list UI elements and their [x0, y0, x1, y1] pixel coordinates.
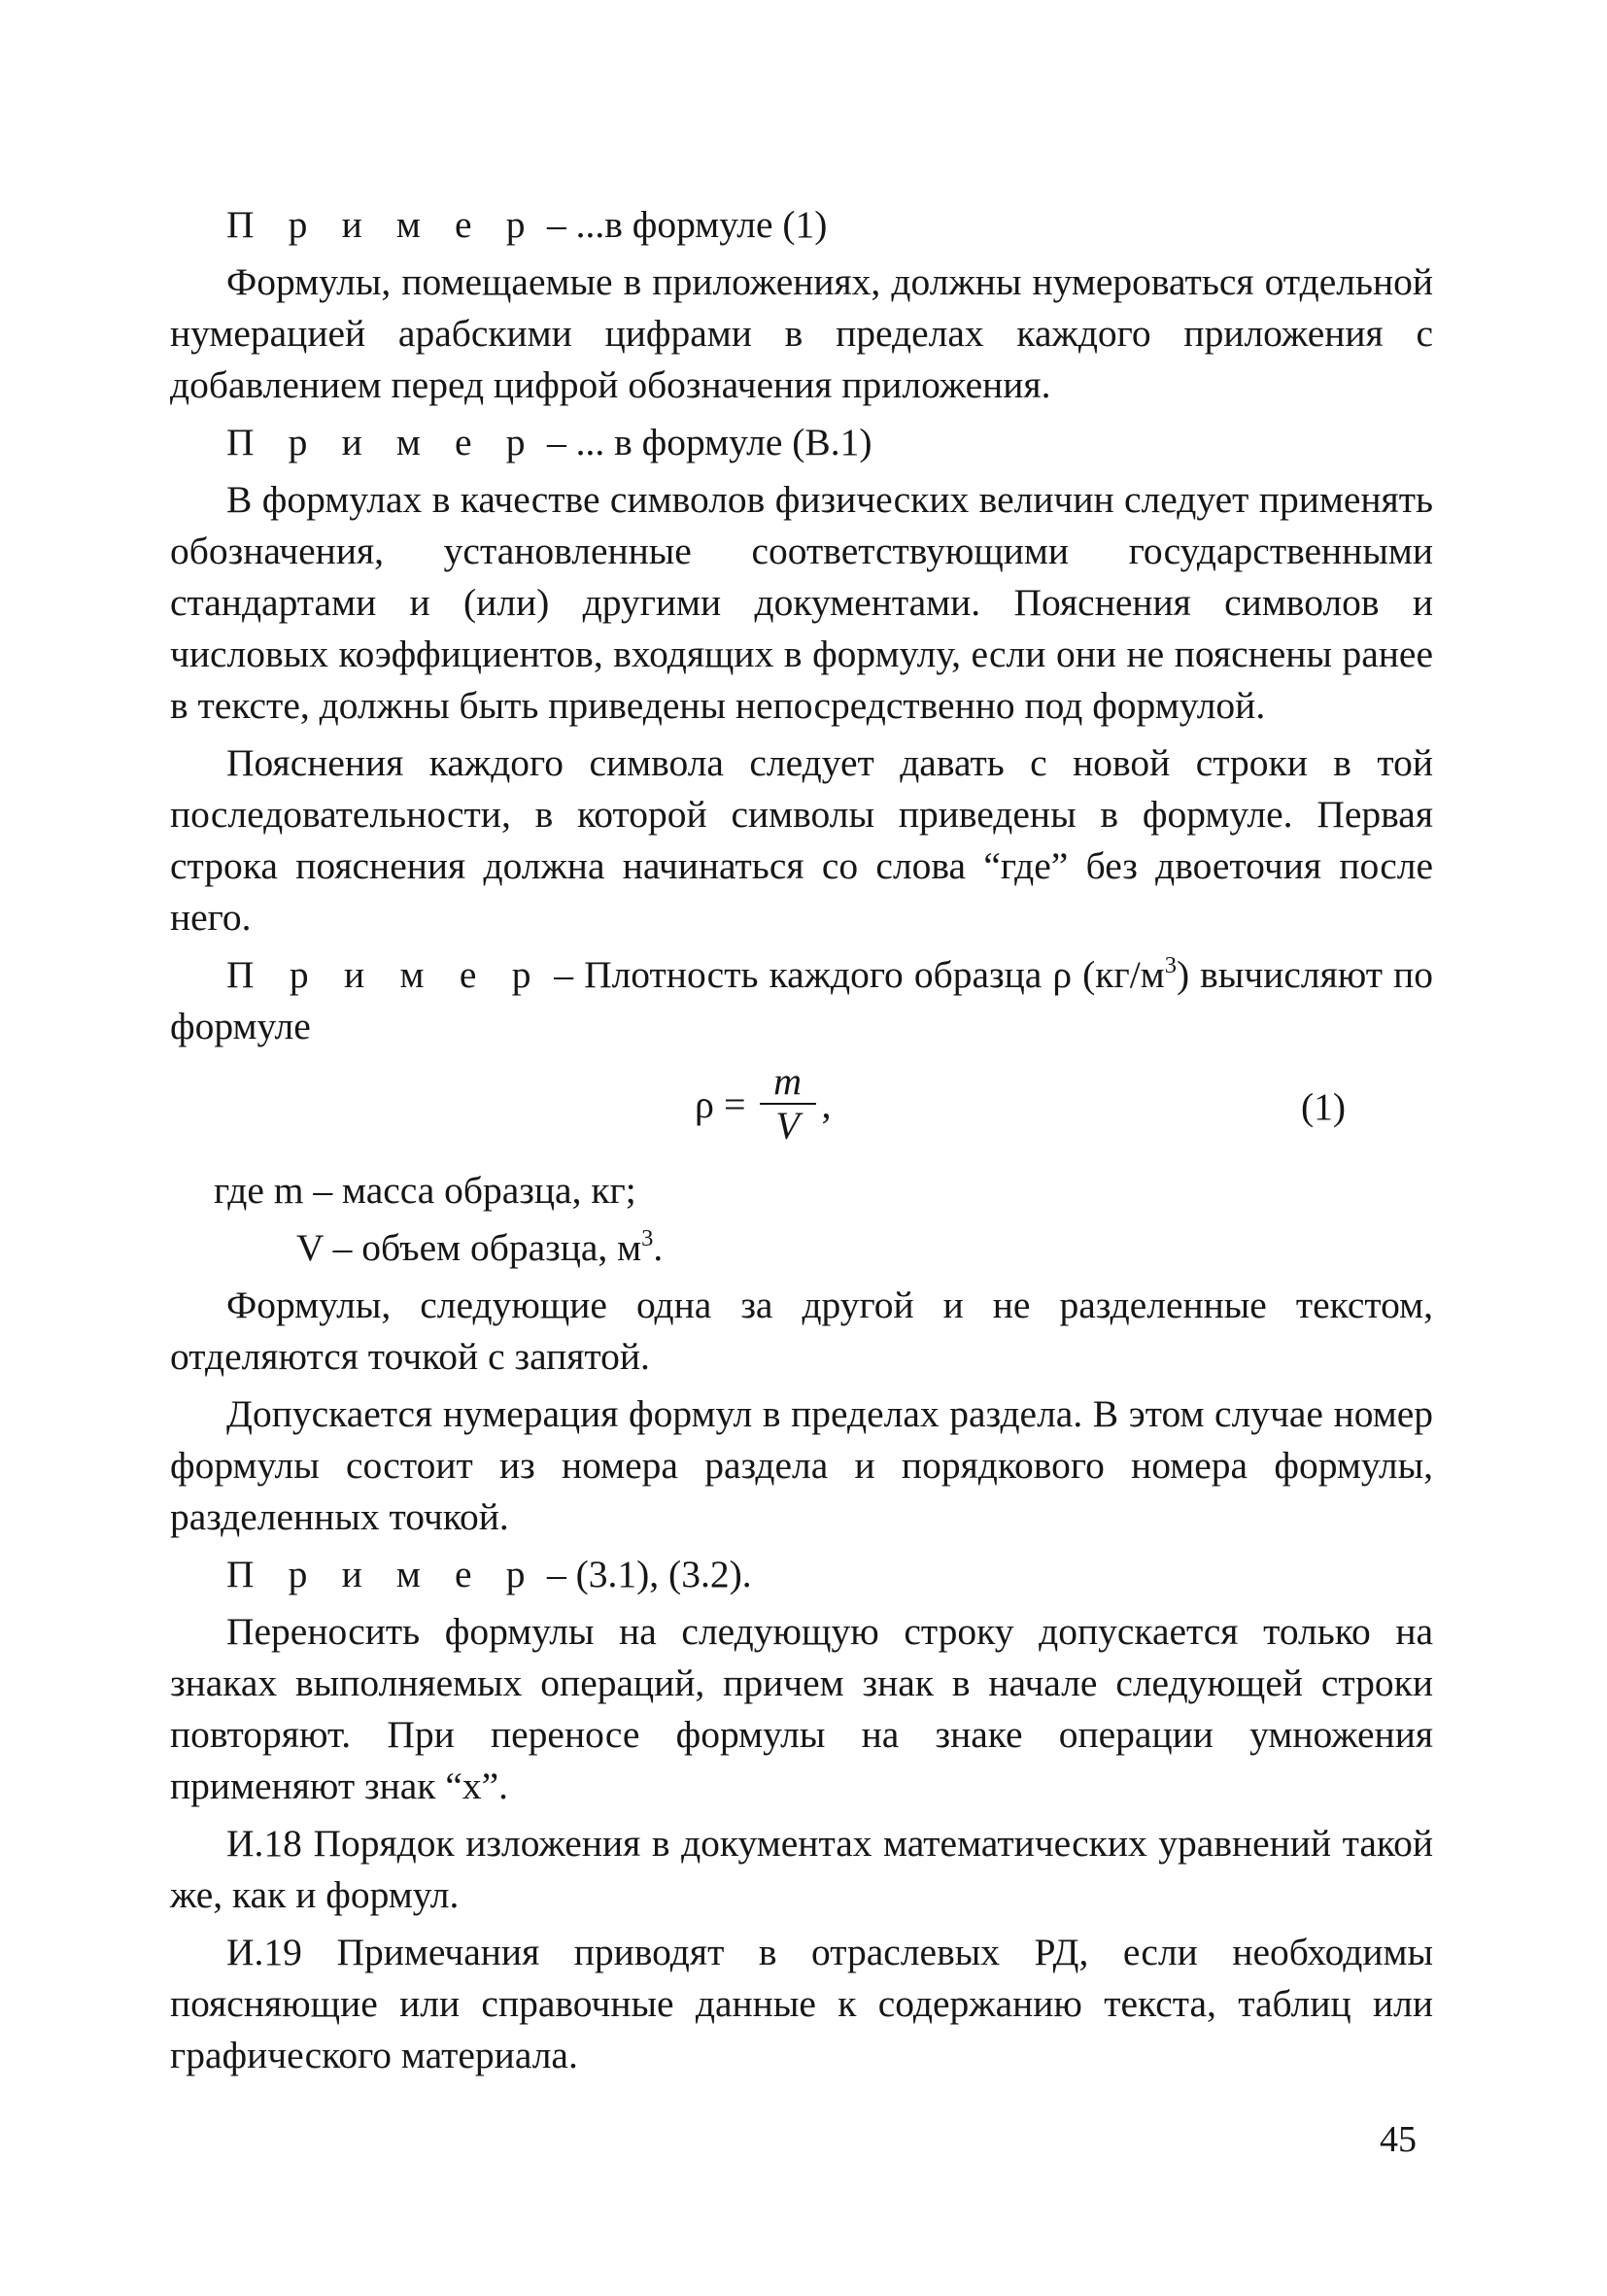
example-2 [170, 417, 1433, 468]
paragraph-consecutive-formulas: Формулы, следующие одна за другой и не разделенные текстом, отделяются точкой с запятой. [170, 1284, 1433, 1378]
paragraph-symbols: В формулах в качестве символов физических величин следует применять обозначения, установленные соответствующими государственными стандартами и (или) другими документами. Пояснения символов и числовых коэффициентов, входящих в формулу, если они не пояснены ранее в тексте, должны быть приведены непосредственно под формулой. [170, 478, 1433, 727]
example-text: – Плотность каждого образца ρ (кг/м [543, 953, 1165, 996]
example-label: П р и м е р [226, 421, 538, 463]
page-number: 45 [1380, 2119, 1417, 2160]
where-line-volume [170, 1222, 1433, 1274]
document-page [170, 199, 1433, 2087]
formula-number: (1) [1300, 1085, 1346, 1128]
density-formula [695, 1060, 832, 1148]
formula-lhs: ρ = [695, 1081, 746, 1126]
formula-numerator: m [773, 1059, 802, 1103]
example-label: П р и м е р [226, 1553, 538, 1595]
where-volume-text: V – объем образца, м [296, 1226, 642, 1269]
paragraph-section-numbering: Допускается нумерация формул в пределах раздела. В этом случае номер формулы состоит из номера раздела и порядкового номера формулы, разделенных точкой. [170, 1392, 1433, 1538]
example-text: – ...в формуле (1) [537, 203, 828, 246]
example-4 [170, 1549, 1433, 1600]
example-label: П р и м е р [226, 953, 544, 996]
where-volume-end: . [653, 1226, 664, 1269]
example-3 [170, 949, 1433, 1052]
formula-block [170, 1052, 1433, 1165]
example-1 [170, 199, 1433, 251]
example-text: – (3.1), (3.2). [537, 1553, 752, 1595]
example-text: – ... в формуле (В.1) [537, 421, 872, 463]
formula-fraction [760, 1060, 816, 1148]
example-label: П р и м е р [226, 203, 538, 246]
superscript: 3 [1164, 951, 1177, 978]
where-line-mass: где m – масса образца, кг; [214, 1169, 636, 1212]
paragraph-line-break: Переносить формулы на следующую строку допускается только на знаках выполняемых операций, причем знак в начале следующей строки повторяют. При переносе формулы на знаке операции умножения применяют знак “x”. [170, 1610, 1433, 1807]
formula-denominator: V [775, 1104, 800, 1148]
formula-comma: , [821, 1081, 832, 1126]
paragraph-explanations: Пояснения каждого символа следует давать с новой строки в той последовательности, в которой символы приведены в формуле. Первая строка пояснения должна начинаться со слова “где” без двоеточия после него. [170, 741, 1433, 939]
superscript: 3 [641, 1224, 654, 1251]
paragraph-i18: И.18 Порядок изложения в документах математических уравнений такой же, как и формул. [170, 1822, 1433, 1916]
paragraph-appendix-numbering: Формулы, помещаемые в приложениях, должны нумероваться отдельной нумерацией арабскими цифрами в пределах каждого приложения с добавлением перед цифрой обозначения приложения. [170, 260, 1433, 406]
paragraph-i19: И.19 Примечания приводят в отраслевых РД, если необходимы поясняющие или справочные данные к содержанию текста, таблиц или графического материала. [170, 1931, 1433, 2076]
example-text-end: ) вычисляют по формуле [170, 953, 1434, 1047]
